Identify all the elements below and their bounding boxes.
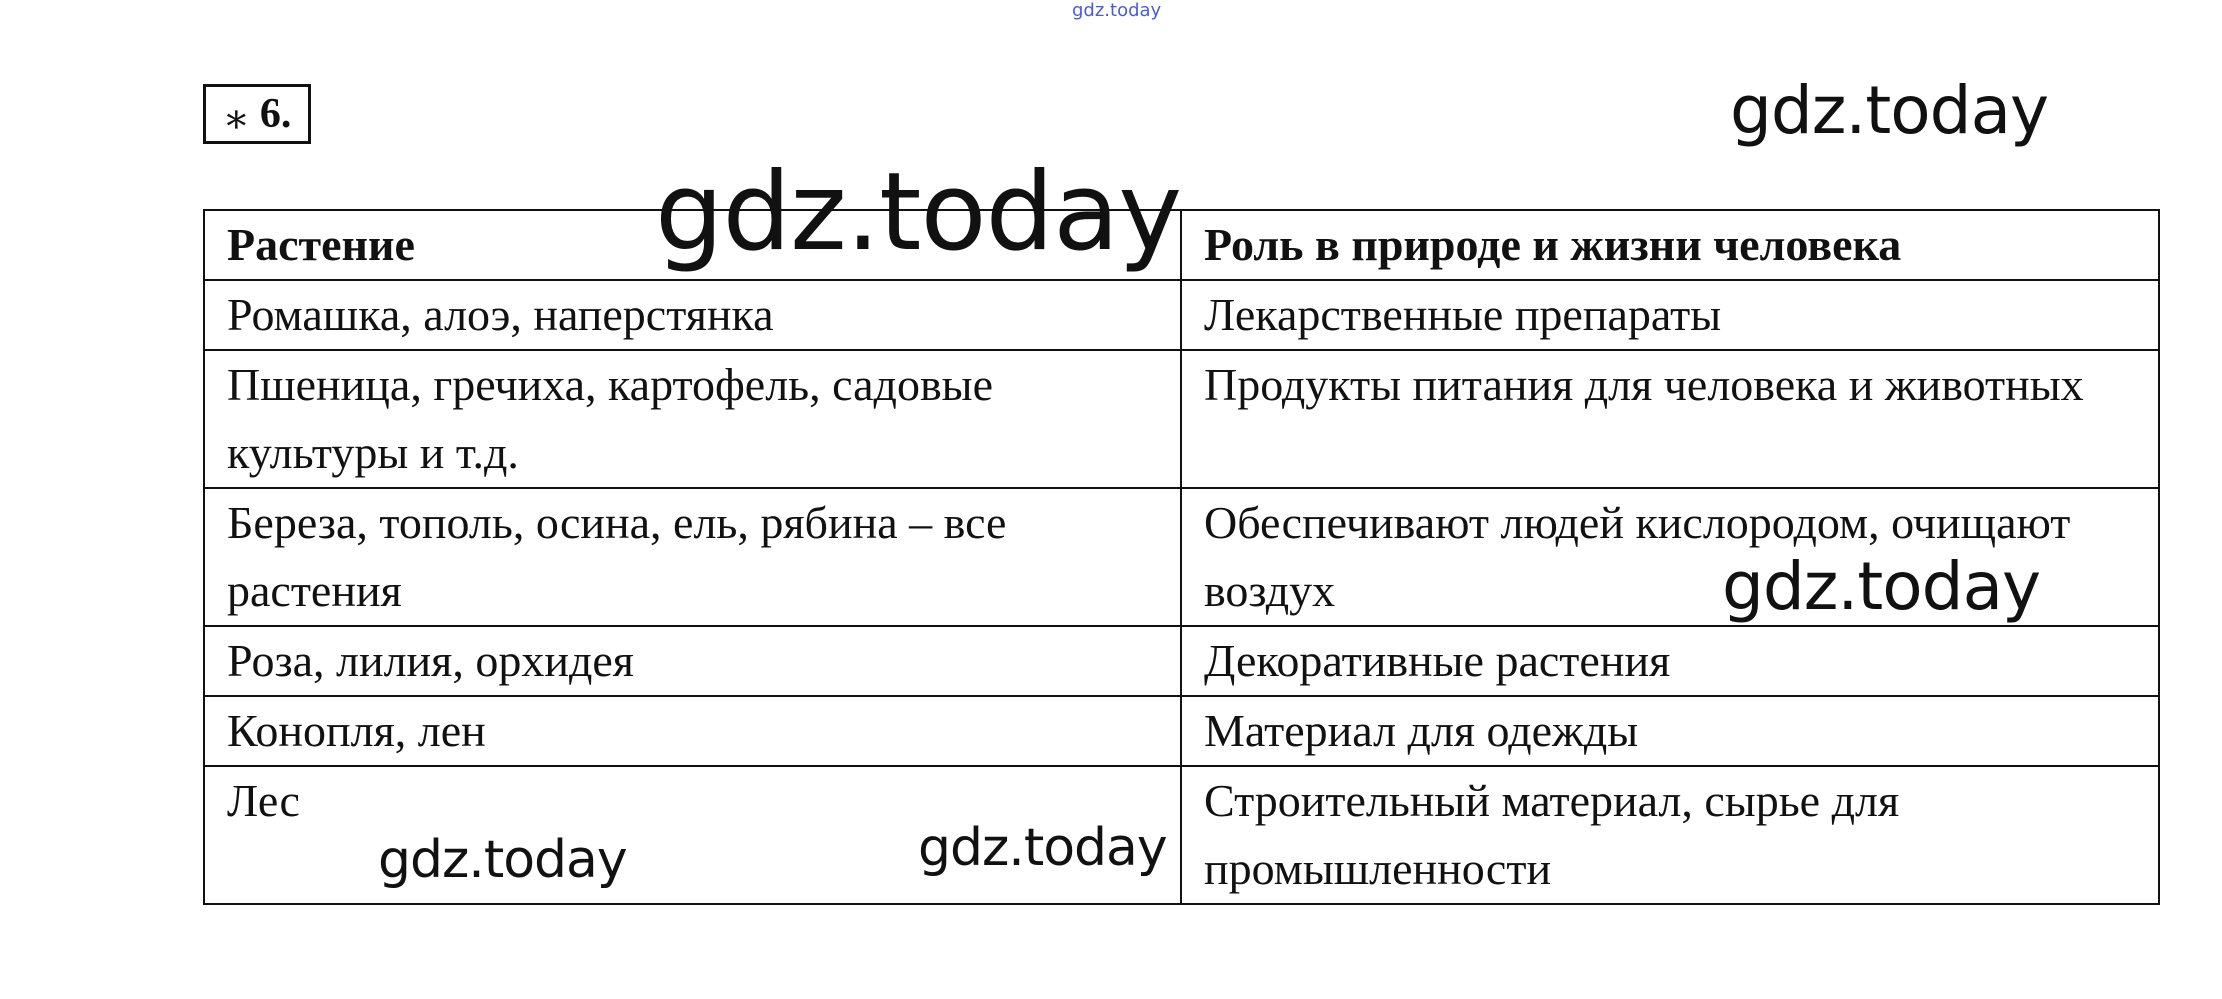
cell-plant: Ромашка, алоэ, наперстянка — [204, 280, 1181, 350]
task-number: 6. — [259, 91, 292, 137]
cell-role: Декоративные растения — [1181, 626, 2159, 696]
cell-plant: Лес — [204, 766, 1181, 904]
header-role: Роль в природе и жизни человека — [1181, 210, 2159, 280]
table-row — [204, 350, 2159, 488]
cell-role: Лекарственные препараты — [1181, 280, 2159, 350]
watermark-bottom-left: gdz.today — [378, 830, 627, 890]
asterisk-icon: ∗ — [222, 95, 250, 141]
cell-plant: Конопля, лен — [204, 696, 1181, 766]
task-number-box — [203, 84, 311, 144]
watermark-bottom-mid: gdz.today — [918, 818, 1167, 878]
watermark-table-big: gdz.today — [655, 150, 1182, 275]
table-row — [204, 626, 2159, 696]
cell-role: Продукты питания для человека и животных — [1181, 350, 2159, 488]
cell-role: Материал для одежды — [1181, 696, 2159, 766]
cell-plant: Роза, лилия, орхидея — [204, 626, 1181, 696]
cell-plant: Береза, тополь, осина, ель, рябина – все растения — [204, 488, 1181, 626]
table-row — [204, 280, 2159, 350]
watermark-right-top: gdz.today — [1730, 72, 2049, 149]
table-header-row — [204, 210, 2159, 280]
header-plant: Растение — [204, 210, 1181, 280]
table-row — [204, 696, 2159, 766]
watermark-top: gdz.today — [1072, 0, 1162, 21]
cell-plant: Пшеница, гречиха, картофель, садовые культуры и т.д. — [204, 350, 1181, 488]
watermark-mid-right: gdz.today — [1722, 548, 2041, 625]
cell-role: Строительный материал, сырье для промышленности — [1181, 766, 2159, 904]
cell-role: Обеспечивают людей кислородом, очищают воздух — [1181, 488, 2159, 626]
